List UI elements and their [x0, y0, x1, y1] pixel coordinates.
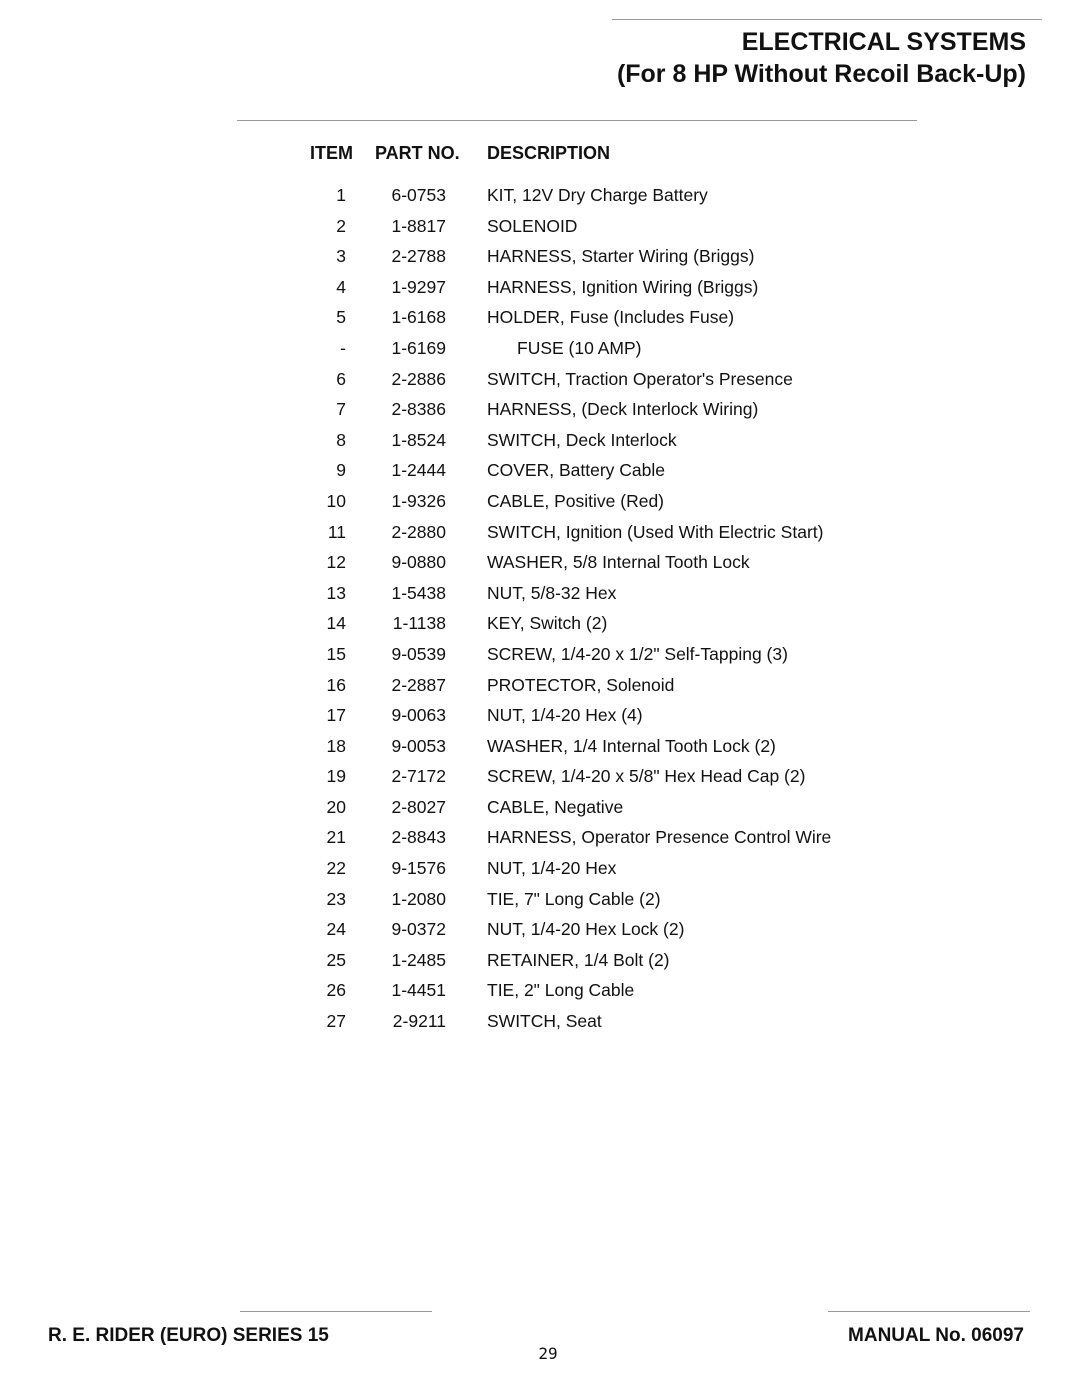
item-number: 23 — [326, 888, 346, 909]
table-row — [0, 672, 1080, 703]
item-number: 18 — [326, 735, 346, 756]
item-number: 19 — [326, 766, 346, 787]
item-number: 14 — [326, 613, 346, 634]
part-description: HARNESS, Operator Presence Control Wire — [487, 827, 832, 848]
part-description: NUT, 1/4-20 Hex Lock (2) — [487, 919, 685, 940]
table-row — [0, 274, 1080, 305]
part-description: HOLDER, Fuse (Includes Fuse) — [487, 307, 735, 328]
part-description: SWITCH, Traction Operator's Presence — [487, 368, 793, 389]
table-row — [0, 610, 1080, 641]
part-description: KIT, 12V Dry Charge Battery — [487, 185, 708, 205]
table-row — [0, 396, 1080, 427]
part-number: 1-9297 — [391, 276, 446, 297]
column-header-item: ITEM — [310, 143, 353, 163]
top-rule — [612, 19, 1042, 20]
part-number: 1-8817 — [391, 215, 446, 236]
part-description: SCREW, 1/4-20 x 1/2" Self-Tapping (3) — [487, 643, 788, 664]
part-number: 2-2880 — [391, 521, 446, 542]
table-row — [0, 488, 1080, 519]
part-description: TIE, 2" Long Cable — [487, 980, 635, 1001]
parts-list — [0, 182, 1080, 1039]
part-number: 1-9326 — [391, 490, 446, 511]
part-description: KEY, Switch (2) — [487, 613, 608, 634]
item-number: 5 — [336, 307, 346, 328]
manual-number: MANUAL No. 06097 — [848, 1325, 1024, 1346]
page-title: ELECTRICAL SYSTEMS — [741, 28, 1026, 56]
part-number: 1-2444 — [391, 460, 446, 481]
item-number: - — [340, 337, 346, 358]
part-number: 9-0063 — [391, 705, 446, 726]
item-number: 7 — [336, 399, 346, 420]
part-description: TIE, 7" Long Cable (2) — [487, 888, 661, 909]
part-number: 6-0753 — [391, 185, 446, 205]
part-number: 2-2887 — [391, 674, 446, 695]
item-number: 15 — [326, 643, 346, 664]
part-number: 2-8027 — [391, 796, 446, 817]
part-description: HARNESS, (Deck Interlock Wiring) — [487, 399, 759, 420]
part-description: SCREW, 1/4-20 x 5/8" Hex Head Cap (2) — [487, 766, 806, 787]
item-number: 12 — [326, 552, 346, 573]
item-number: 6 — [336, 368, 346, 389]
table-row — [0, 580, 1080, 611]
part-number: 1-6169 — [391, 337, 446, 358]
item-number: 3 — [336, 246, 346, 267]
item-number: 27 — [326, 1011, 346, 1032]
item-number: 16 — [326, 674, 346, 695]
part-description: PROTECTOR, Solenoid — [487, 674, 675, 695]
item-number: 9 — [336, 460, 346, 481]
item-number: 25 — [326, 949, 346, 970]
table-row — [0, 427, 1080, 458]
column-header-part-no: PART NO. — [375, 143, 460, 163]
page-number: 29 — [538, 1344, 558, 1363]
part-number: 2-7172 — [391, 766, 446, 787]
table-row — [0, 702, 1080, 733]
part-description: HARNESS, Ignition Wiring (Briggs) — [487, 276, 759, 297]
part-number: 1-6168 — [391, 307, 446, 328]
part-description: SWITCH, Deck Interlock — [487, 429, 677, 450]
part-number: 1-8524 — [391, 429, 446, 450]
item-number: 17 — [326, 705, 346, 726]
table-row — [0, 794, 1080, 825]
item-number: 4 — [336, 276, 346, 297]
footer-rule-right — [828, 1311, 1030, 1312]
table-row — [0, 977, 1080, 1008]
table-row — [0, 366, 1080, 397]
part-description: COVER, Battery Cable — [487, 460, 665, 481]
table-row — [0, 1008, 1080, 1039]
part-number: 1-2485 — [391, 949, 446, 970]
table-row — [0, 824, 1080, 855]
table-row — [0, 641, 1080, 672]
header-rule — [237, 120, 917, 121]
table-row — [0, 886, 1080, 917]
series-label: R. E. RIDER (EURO) SERIES 15 — [48, 1325, 329, 1346]
item-number: 1 — [336, 185, 346, 205]
item-number: 2 — [336, 215, 346, 236]
part-number: 2-8386 — [391, 399, 446, 420]
part-number: 2-2788 — [391, 246, 446, 267]
table-row — [0, 182, 1080, 213]
part-description: SWITCH, Ignition (Used With Electric Start) — [487, 521, 824, 542]
part-number: 1-4451 — [391, 980, 446, 1001]
title-block — [617, 26, 1026, 90]
table-row — [0, 243, 1080, 274]
table-row — [0, 855, 1080, 886]
item-number: 22 — [326, 858, 346, 879]
part-description: SOLENOID — [487, 215, 578, 236]
part-number: 1-5438 — [391, 582, 446, 603]
part-number: 1-1138 — [392, 613, 446, 634]
item-number: 10 — [326, 490, 346, 511]
table-row — [0, 916, 1080, 947]
item-number: 20 — [326, 796, 346, 817]
part-description: FUSE (10 AMP) — [517, 337, 642, 358]
part-number: 2-9211 — [392, 1011, 446, 1032]
part-number: 9-0880 — [391, 552, 446, 573]
part-description: NUT, 5/8-32 Hex — [487, 582, 617, 603]
table-row — [0, 304, 1080, 335]
part-description: WASHER, 5/8 Internal Tooth Lock — [487, 552, 750, 573]
part-number: 1-2080 — [391, 888, 446, 909]
table-row — [0, 733, 1080, 764]
part-description: NUT, 1/4-20 Hex — [487, 858, 617, 879]
part-description: CABLE, Negative — [487, 796, 624, 817]
table-row — [0, 213, 1080, 244]
part-description: RETAINER, 1/4 Bolt (2) — [487, 949, 670, 970]
part-description: WASHER, 1/4 Internal Tooth Lock (2) — [487, 735, 776, 756]
part-number: 9-0539 — [391, 643, 446, 664]
item-number: 24 — [326, 919, 346, 940]
item-number: 11 — [327, 521, 346, 542]
part-description: CABLE, Positive (Red) — [487, 490, 665, 511]
part-number: 9-1576 — [391, 858, 446, 879]
table-row — [0, 763, 1080, 794]
item-number: 8 — [336, 429, 346, 450]
table-row — [0, 335, 1080, 366]
item-number: 26 — [326, 980, 346, 1001]
column-header-description: DESCRIPTION — [487, 143, 611, 163]
table-row — [0, 519, 1080, 550]
part-number: 2-8843 — [391, 827, 446, 848]
table-row — [0, 947, 1080, 978]
part-description: NUT, 1/4-20 Hex (4) — [487, 705, 643, 726]
item-number: 13 — [326, 582, 346, 603]
item-number: 21 — [326, 827, 346, 848]
part-description: HARNESS, Starter Wiring (Briggs) — [487, 246, 755, 267]
table-row — [0, 549, 1080, 580]
part-number: 9-0372 — [391, 919, 446, 940]
footer-rule-left — [240, 1311, 432, 1312]
page-subtitle: (For 8 HP Without Recoil Back-Up) — [616, 60, 1026, 88]
part-description: SWITCH, Seat — [487, 1011, 602, 1032]
part-number: 9-0053 — [391, 735, 446, 756]
part-number: 2-2886 — [391, 368, 446, 389]
table-row — [0, 457, 1080, 488]
